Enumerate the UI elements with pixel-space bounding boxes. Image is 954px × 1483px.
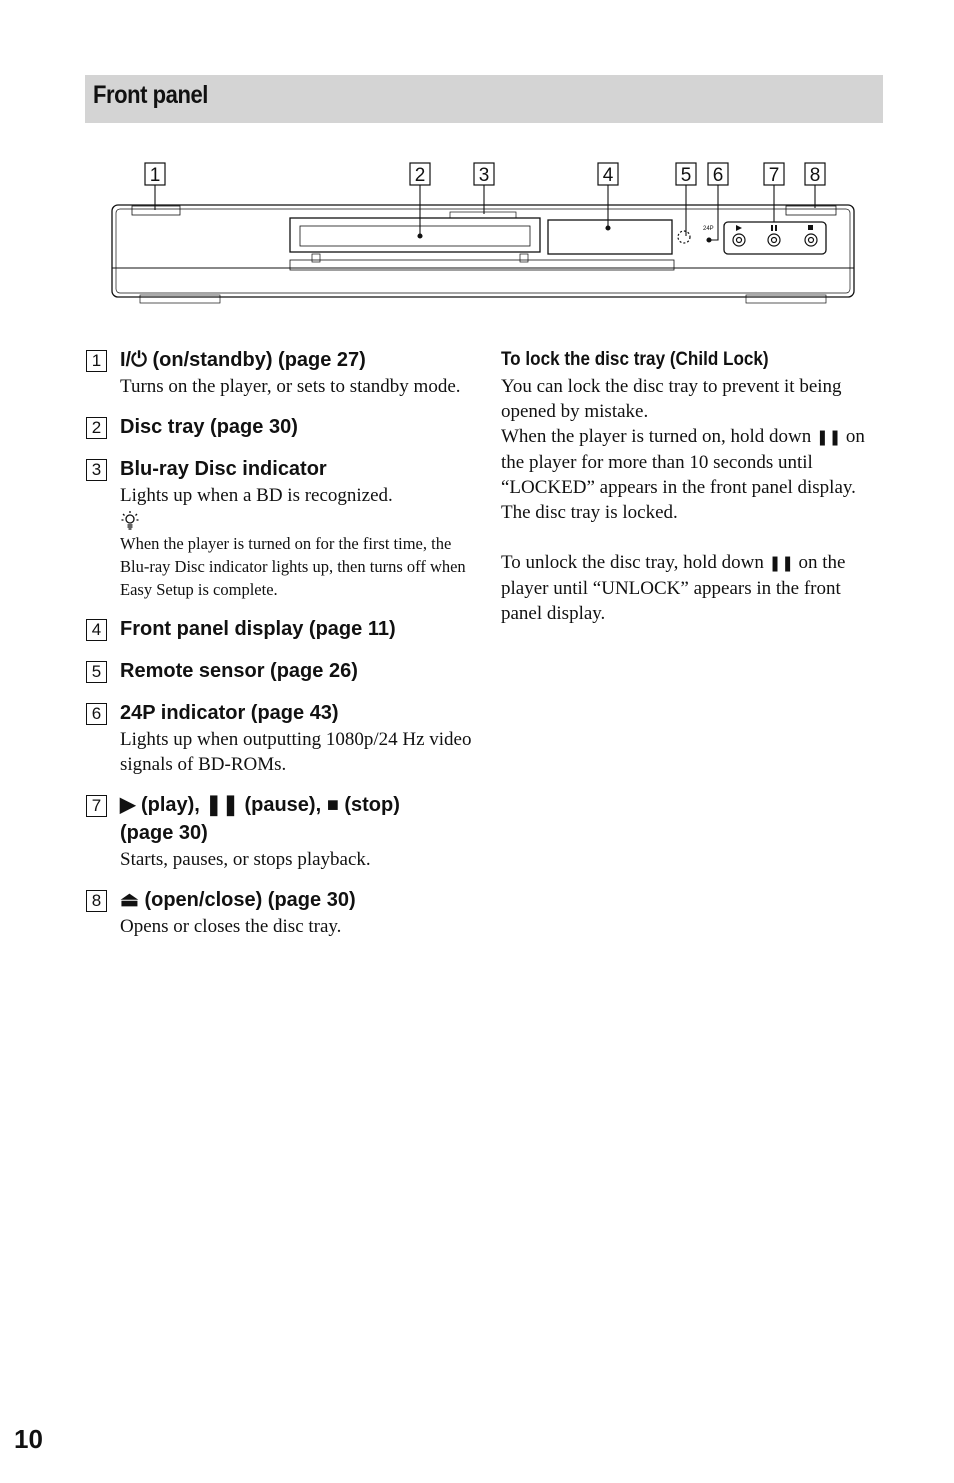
- lightbulb-icon: [120, 510, 140, 532]
- child-lock-para1b-post: on the player for more than 10 seconds until “LOCKED” appears in the front panel display. The disc tray is locked.: [501, 426, 865, 523]
- child-lock-para2-pre: To unlock the disc tray, hold down: [501, 552, 764, 573]
- pause-icon: ❚❚: [816, 428, 842, 446]
- item-title: Blu-ray Disc indicator: [120, 458, 327, 480]
- item-number: 1: [86, 350, 107, 372]
- child-lock-heading: To lock the disc tray (Child Lock): [501, 349, 769, 370]
- child-lock-para2-post: on the player until “UNLOCK” appears in the front panel display.: [501, 552, 846, 624]
- callout-5: 5: [680, 165, 692, 186]
- item-title: I/⏻ (on/standby) (page 27): [120, 349, 366, 371]
- item-number: 7: [86, 795, 107, 817]
- item-number: 6: [86, 703, 107, 725]
- item-title: ⏏ (open/close) (page 30): [120, 889, 356, 911]
- callout-6: 6: [712, 165, 724, 186]
- item-title: ▶ (play), ❚❚ (pause), ■ (stop): [120, 794, 400, 816]
- callout-4: 4: [602, 165, 614, 186]
- child-lock-para1a: You can lock the disc tray to prevent it being opened by mistake.: [501, 376, 842, 422]
- list-item: [86, 413, 476, 441]
- item-title: 24P indicator (page 43): [120, 702, 339, 724]
- list-item: [86, 699, 476, 777]
- item-title: Disc tray (page 30): [120, 416, 298, 438]
- callout-7: 7: [768, 165, 780, 186]
- callout-3: 3: [478, 165, 490, 186]
- item-description: Lights up when outputting 1080p/24 Hz video signals of BD-ROMs.: [120, 729, 472, 775]
- list-item: [86, 615, 476, 643]
- pause-icon: ❚❚: [768, 554, 794, 572]
- item-description: Lights up when a BD is recognized.: [120, 485, 393, 506]
- callout-leaders: [155, 185, 815, 242]
- list-item: [86, 455, 476, 601]
- callout-1: 1: [149, 165, 161, 186]
- item-description: Opens or closes the disc tray.: [120, 916, 342, 937]
- item-number: 3: [86, 459, 107, 481]
- callout-8: 8: [809, 165, 821, 186]
- child-lock-para2: [501, 550, 886, 626]
- front-panel-buttons: [678, 231, 817, 246]
- child-lock-para1b-pre: When the player is turned on, hold down: [501, 426, 812, 447]
- button-symbols: [736, 225, 813, 231]
- item-description: Turns on the player, or sets to standby mode.: [120, 376, 461, 397]
- list-item: [86, 791, 476, 872]
- child-lock-section: [501, 346, 886, 626]
- player-body: [112, 205, 854, 303]
- list-item: [86, 346, 476, 399]
- item-title: Remote sensor (page 26): [120, 660, 358, 682]
- item-number: 2: [86, 417, 107, 439]
- item-description: Starts, pauses, or stops playback.: [120, 849, 371, 870]
- list-item: [86, 657, 476, 685]
- list-item: [86, 886, 476, 939]
- panel-24p-label: 24P: [703, 226, 714, 232]
- item-list: [86, 346, 476, 953]
- item-title-line2: (page 30): [120, 822, 208, 844]
- child-lock-para1b: [501, 424, 886, 525]
- section-header: [85, 75, 883, 123]
- tip-text: When the player is turned on for the first time, the Blu-ray Disc indicator lights up, then turns off when Easy Setup is complete.: [120, 534, 466, 599]
- item-number: 8: [86, 890, 107, 912]
- item-number: 5: [86, 661, 107, 683]
- page-number: 10: [14, 1424, 43, 1454]
- callout-2: 2: [414, 165, 426, 186]
- front-panel-diagram: [100, 150, 870, 320]
- section-title: Front panel: [93, 81, 208, 109]
- item-number: 4: [86, 619, 107, 641]
- item-title: Front panel display (page 11): [120, 618, 396, 640]
